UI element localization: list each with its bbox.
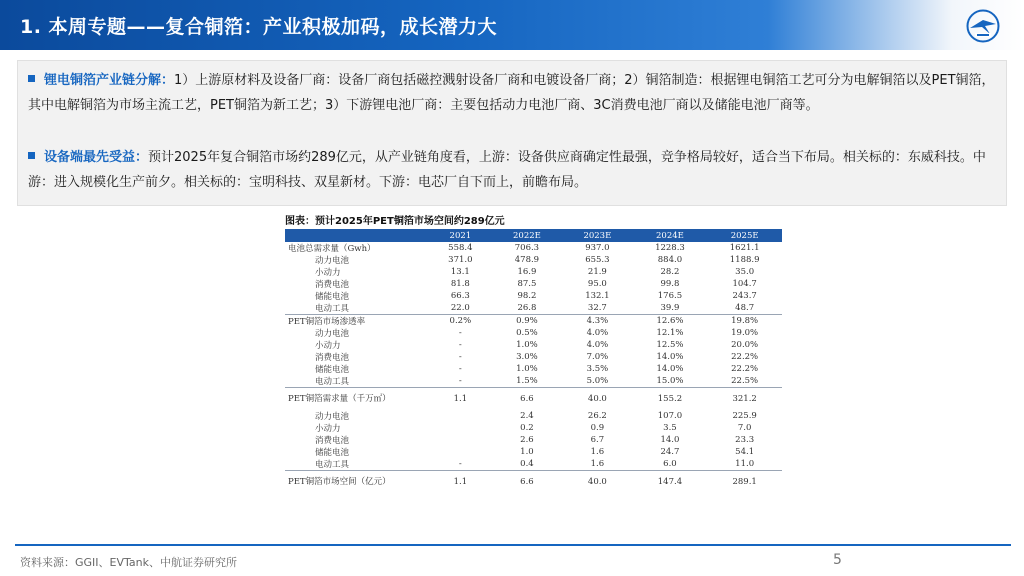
table-cell: 6.6 <box>492 471 562 494</box>
row-label: 动力电池 <box>315 329 350 339</box>
table-header-row <box>285 229 782 242</box>
row-label: 动力电池 <box>315 256 350 266</box>
table-cell: 0.4 <box>520 459 534 469</box>
table-row <box>285 422 782 434</box>
table-row <box>285 254 782 266</box>
table-cell: 321.2 <box>707 388 782 411</box>
table-cell: 4.0% <box>586 340 609 350</box>
table-cell: 12.5% <box>656 340 684 350</box>
table-row <box>285 266 782 278</box>
table-cell: 39.9 <box>660 303 680 313</box>
table-cell: 1188.9 <box>729 255 760 265</box>
row-label: 小动力 <box>315 424 341 434</box>
table-cell: 3.0% <box>516 352 538 362</box>
table-cell: 4.0% <box>586 328 609 338</box>
summary-bullet-industry-chain <box>28 68 1002 118</box>
table-cell: - <box>458 340 462 350</box>
table-row <box>285 327 782 339</box>
table-row <box>285 278 782 290</box>
row-label: 储能电池 <box>315 365 350 375</box>
bullet-square-icon <box>28 152 35 159</box>
table-row <box>285 446 782 458</box>
summary-box <box>17 60 1007 206</box>
bullet-key: 设备端最先受益： <box>44 150 149 165</box>
table-header-cell: 2024E <box>633 229 708 242</box>
table-cell: 19.0% <box>731 328 759 338</box>
row-label: 电池总需求量（Gwh） <box>288 244 376 254</box>
table-cell: 40.0 <box>562 471 632 494</box>
row-label: 储能电池 <box>315 448 350 458</box>
table-cell: 35.0 <box>735 267 755 277</box>
table-cell: 371.0 <box>448 255 473 265</box>
table-row <box>285 242 782 254</box>
bullet-key: 锂电铜箔产业链分解： <box>44 73 175 88</box>
page-number: 5 <box>833 552 842 568</box>
table-cell: 20.0% <box>731 340 759 350</box>
table-cell: 176.5 <box>657 291 683 301</box>
table-cell: 1.6 <box>590 459 605 469</box>
table-cell: 558.4 <box>448 243 473 253</box>
table-cell: 22.0 <box>450 303 470 313</box>
table-row <box>285 410 782 422</box>
bullet-text: 预计2025年复合铜箔市场约289亿元，从产业链角度看，上游：设备供应商确定性最强，竞争格局较好，适合当下布局。相关标的：东威科技。中游：进入规模化生产前夕。相关标的：宝明科技、双星新材。下游：电芯厂自下而上，前瞻布局。 <box>28 150 986 190</box>
table-cell: 1228.3 <box>655 243 685 253</box>
table-cell: 28.2 <box>660 267 680 277</box>
table-cell: 23.3 <box>735 435 755 445</box>
table-cell: 21.9 <box>587 267 607 277</box>
table-cell: 98.2 <box>517 291 537 301</box>
table-cell: 24.7 <box>660 447 680 457</box>
table-header-cell: 2023E <box>562 229 632 242</box>
table-cell: 6.0 <box>663 459 677 469</box>
source-note: 资料来源：GGII、EVTank、中航证券研究所 <box>20 556 237 569</box>
table-cell: 147.4 <box>633 471 708 494</box>
summary-bullet-equipment <box>28 145 1002 195</box>
table-cell <box>429 422 492 434</box>
table-cell: 2.6 <box>520 435 534 445</box>
table-cell: 0.2 <box>520 423 534 433</box>
row-label: 电动工具 <box>315 304 350 314</box>
table-cell: 478.9 <box>514 255 540 265</box>
table-cell: 12.6% <box>633 315 708 328</box>
table-cell: 3.5 <box>663 423 677 433</box>
table-cell: 1.1 <box>429 471 492 494</box>
table-cell <box>429 434 492 446</box>
row-label: 消费电池 <box>315 280 350 290</box>
table-cell: 0.2% <box>429 315 492 328</box>
table-cell: 6.7 <box>590 435 605 445</box>
table-cell: 14.0 <box>660 435 680 445</box>
table-cell: 0.9% <box>492 315 562 328</box>
table-header-cell: 2021 <box>429 229 492 242</box>
table-cell: 937.0 <box>585 243 610 253</box>
table-cell: 26.8 <box>517 303 537 313</box>
table-row <box>285 290 782 302</box>
table-cell: 7.0% <box>586 352 609 362</box>
table-row <box>285 434 782 446</box>
table-cell: 11.0 <box>735 459 755 469</box>
avic-logo-icon <box>966 9 1000 43</box>
table-cell: 884.0 <box>657 255 683 265</box>
table-cell: 4.3% <box>562 315 632 328</box>
table-cell: 706.3 <box>514 243 540 253</box>
table-cell: 1.0 <box>520 447 534 457</box>
table-cell: 655.3 <box>585 255 610 265</box>
row-label: PET铜箔需求量（千万㎡） <box>285 388 429 411</box>
title-bar <box>0 0 1024 50</box>
table-cell: 99.8 <box>660 279 680 289</box>
table-cell: 54.1 <box>735 447 755 457</box>
row-label: 电动工具 <box>315 377 350 387</box>
table-cell: 7.0 <box>737 423 752 433</box>
table-row <box>285 388 782 411</box>
table-cell: 48.7 <box>735 303 755 313</box>
table-row <box>285 458 782 471</box>
table-row <box>285 363 782 375</box>
table-cell: 15.0% <box>656 376 684 386</box>
table-cell: 1.6 <box>590 447 605 457</box>
table-cell: 3.5% <box>586 364 609 374</box>
table-cell: 1.0% <box>516 340 538 350</box>
table-row <box>285 375 782 388</box>
row-label: 消费电池 <box>315 353 350 363</box>
table-cell: 6.6 <box>492 388 562 411</box>
table-cell: 0.5% <box>516 328 538 338</box>
table-cell: 32.7 <box>587 303 607 313</box>
table-cell: 104.7 <box>732 279 757 289</box>
table-cell: - <box>458 328 462 338</box>
table-cell: - <box>458 376 462 386</box>
table-row <box>285 351 782 363</box>
table-header-cell: 2025E <box>707 229 782 242</box>
row-label: 储能电池 <box>315 292 350 302</box>
row-label: 小动力 <box>315 341 341 351</box>
table-cell: 22.5% <box>731 376 759 386</box>
table-row <box>285 339 782 351</box>
table-cell: 107.0 <box>657 411 683 421</box>
row-label: 动力电池 <box>315 412 350 422</box>
table-cell: 81.8 <box>450 279 470 289</box>
pet-copper-foil-table <box>285 229 782 493</box>
table-cell: - <box>458 364 462 374</box>
table-cell: 12.1% <box>656 328 684 338</box>
table-cell: 14.0% <box>656 364 684 374</box>
table-cell: 95.0 <box>587 279 607 289</box>
row-label: 电动工具 <box>315 460 350 470</box>
row-label: 消费电池 <box>315 436 350 446</box>
table-cell: 155.2 <box>633 388 708 411</box>
table-cell: 22.2% <box>731 352 759 362</box>
table-row <box>285 471 782 494</box>
row-label: PET铜箔市场渗透率 <box>285 315 429 328</box>
table-cell: 0.9 <box>590 423 605 433</box>
table-cell: 22.2% <box>731 364 759 374</box>
footer-divider <box>15 544 1011 546</box>
table-cell: 66.3 <box>450 291 470 301</box>
bullet-text: 1）上游原材料及设备厂商：设备厂商包括磁控溅射设备厂商和电镀设备厂商；2）铜箔制造：根据锂电铜箔工艺可分为电解铜箔以及PET铜箔，其中电解铜箔为市场主流工艺，PET铜箔为新工艺；3）下游锂电池厂商：主要包括动力电池厂商、3C消费电池厂商以及储能电池厂商等。 <box>28 73 995 113</box>
table-row <box>285 302 782 315</box>
table-cell: 13.1 <box>450 267 470 277</box>
table-cell: 1.1 <box>429 388 492 411</box>
table-cell: 289.1 <box>707 471 782 494</box>
table-cell <box>429 410 492 422</box>
bullet-square-icon <box>28 75 35 82</box>
table-cell: 1.0% <box>516 364 538 374</box>
table-cell: 40.0 <box>562 388 632 411</box>
table-cell: - <box>458 459 462 469</box>
table-header-cell: 2022E <box>492 229 562 242</box>
table-cell: - <box>458 352 462 362</box>
table-cell: 1.5% <box>516 376 538 386</box>
table-cell: 225.9 <box>732 411 757 421</box>
table-cell: 1621.1 <box>729 243 760 253</box>
table-cell: 16.9 <box>517 267 537 277</box>
table-cell: 243.7 <box>732 291 757 301</box>
table-row <box>285 315 782 328</box>
table-cell <box>429 446 492 458</box>
table-cell: 5.0% <box>586 376 609 386</box>
table-cell: 26.2 <box>587 411 607 421</box>
row-label: 小动力 <box>315 268 341 278</box>
table-cell: 87.5 <box>517 279 537 289</box>
table-cell: 2.4 <box>520 411 534 421</box>
page-title: 1. 本周专题——复合铜箔：产业积极加码，成长潜力大 <box>20 16 498 38</box>
table-title: 图表：预计2025年PET铜箔市场空间约289亿元 <box>285 216 505 227</box>
table-cell: 132.1 <box>585 291 610 301</box>
table-cell: 14.0% <box>656 352 684 362</box>
table-header-cell <box>285 229 429 242</box>
row-label: PET铜箔市场空间（亿元） <box>285 471 429 494</box>
table-cell: 19.8% <box>707 315 782 328</box>
